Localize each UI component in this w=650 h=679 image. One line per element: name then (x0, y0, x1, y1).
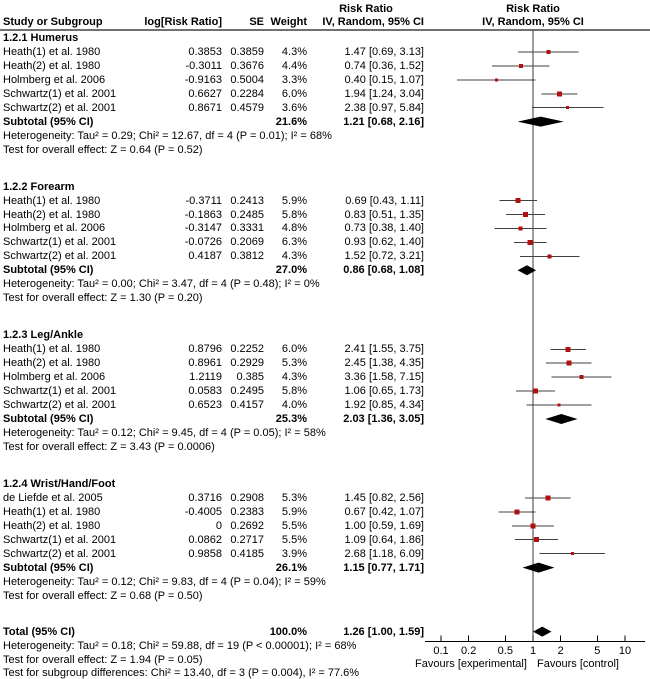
se-value: 0.2284 (230, 87, 264, 100)
se-value: 0.2252 (230, 343, 264, 356)
weight-value: 25.3% (275, 412, 307, 425)
axis-tick-label: 1 (529, 644, 537, 657)
se-value: 0.2069 (230, 236, 264, 249)
se-value: 0.2717 (230, 533, 264, 546)
se-value: 0.5004 (230, 73, 264, 86)
weight-value: 4.0% (281, 399, 307, 412)
ci-text: 1.21 [0.68, 2.16] (343, 115, 424, 128)
section-title: 1.2.2 Forearm (3, 180, 75, 193)
logrr-value: -0.3711 (185, 194, 222, 207)
overall-effect-text: Test for overall effect: Z = 0.68 (P = 0.50) (3, 589, 203, 602)
se-value: 0.2495 (230, 385, 264, 398)
weight-value: 27.0% (275, 264, 307, 277)
overall-effect-text: Test for overall effect: Z = 3.43 (P = 0.0006) (3, 440, 215, 453)
logrr-value: -0.9163 (184, 73, 222, 86)
study-name: Heath(1) et al. 1980 (3, 45, 101, 58)
ci-text: 2.68 [1.18, 6.09] (344, 547, 424, 560)
axis-tick-label: 0.5 (497, 644, 513, 657)
ci-text: 1.26 [1.00, 1.59] (343, 625, 424, 638)
ci-text: 2.38 [0.97, 5.84] (344, 101, 424, 114)
se-column-header: SE (249, 16, 264, 28)
study-name: Schwartz(1) et al. 2001 (3, 533, 117, 546)
se-value: 0.2485 (230, 208, 264, 221)
weight-column-header: Weight (270, 16, 307, 28)
ci-text: 1.45 [0.82, 2.56] (344, 491, 424, 504)
ci-text: 2.41 [1.55, 3.75] (344, 343, 424, 356)
study-name: Heath(2) et al. 1980 (3, 208, 101, 221)
se-value: 0.2929 (230, 357, 264, 370)
total-heterogeneity-text: Heterogeneity: Tau² = 0.18; Chi² = 59.88, df = 19 (P < 0.00001); I² = 68% (3, 639, 357, 652)
axis-tick-label: 10 (618, 644, 632, 657)
study-name: Heath(1) et al. 1980 (3, 194, 101, 207)
se-value: 0.3331 (230, 222, 264, 235)
ci-text: 0.74 [0.36, 1.52] (344, 59, 424, 72)
weight-value: 4.3% (281, 250, 307, 263)
study-name: Holmberg et al. 2006 (3, 73, 106, 86)
study-name: Heath(1) et al. 1980 (3, 343, 101, 356)
logrr-value: 0.8796 (188, 343, 222, 356)
logrr-value: 0.3853 (188, 45, 222, 58)
subgroup-differences-text: Test for subgroup differences: Chi² = 13.40, df = 3 (P = 0.004), I² = 77.6% (3, 667, 360, 679)
logrr-value: 1.2119 (189, 371, 222, 384)
study-name: Schwartz(1) et al. 2001 (3, 87, 117, 100)
logrr-value: -0.4005 (184, 505, 222, 518)
weight-value: 100.0% (269, 625, 307, 638)
ci-text: 1.00 [0.59, 1.69] (344, 519, 424, 532)
logrr-value: 0.6523 (188, 399, 222, 412)
heterogeneity-text: Heterogeneity: Tau² = 0.12; Chi² = 9.83, df = 4 (P = 0.04); I² = 59% (3, 575, 326, 588)
heterogeneity-text: Heterogeneity: Tau² = 0.29; Chi² = 12.67, df = 4 (P = 0.01); I² = 68% (3, 129, 332, 142)
logrr-column-header: log[Risk Ratio] (144, 16, 222, 28)
ci-text: 0.86 [0.68, 1.08] (343, 264, 424, 277)
ci-text: 0.40 [0.15, 1.07] (344, 73, 424, 86)
ci-text: 1.06 [0.65, 1.73] (344, 385, 424, 398)
study-name: Schwartz(2) et al. 2001 (3, 547, 117, 560)
logrr-value: 0.8671 (188, 101, 222, 114)
weight-value: 6.0% (281, 343, 307, 356)
overall-effect-text: Test for overall effect: Z = 0.64 (P = 0.52) (3, 143, 203, 156)
section-title: 1.2.3 Leg/Ankle (3, 329, 84, 342)
study-name: Holmberg et al. 2006 (3, 222, 106, 235)
total-overall-effect-text: Test for overall effect: Z = 1.94 (P = 0.05) (3, 653, 203, 666)
axis-tick-label: 2 (557, 644, 564, 657)
logrr-value: 0.9858 (188, 547, 222, 560)
ci-text: 2.45 [1.38, 4.35] (344, 357, 424, 370)
heterogeneity-text: Heterogeneity: Tau² = 0.12; Chi² = 9.45, df = 4 (P = 0.05); I² = 58% (3, 426, 326, 439)
weight-value: 3.3% (281, 73, 307, 86)
se-value: 0.2383 (230, 505, 264, 518)
study-name: Subtotal (95% CI) (3, 561, 94, 574)
logrr-value: 0.6627 (188, 87, 222, 100)
logrr-value: 0.0583 (188, 385, 222, 398)
logrr-value: -0.1863 (184, 208, 222, 221)
axis-tick-label: 0.1 (433, 644, 449, 657)
study-name: Subtotal (95% CI) (3, 412, 94, 425)
ci-text: 1.09 [0.64, 1.86] (344, 533, 424, 546)
se-value: 0.3859 (230, 45, 264, 58)
study-name: Total (95% CI) (3, 625, 75, 638)
ci-text: 0.93 [0.62, 1.40] (344, 236, 424, 249)
weight-value: 5.3% (281, 357, 307, 370)
weight-value: 4.3% (281, 371, 307, 384)
se-value: 0.4185 (230, 547, 264, 560)
se-value: 0.3812 (230, 250, 264, 263)
ci-column-title: Risk Ratio (339, 3, 393, 15)
weight-value: 6.3% (281, 236, 307, 249)
logrr-value: -0.3147 (184, 222, 222, 235)
weight-value: 26.1% (275, 561, 307, 574)
logrr-value: -0.0726 (184, 236, 222, 249)
weight-value: 5.8% (281, 385, 307, 398)
study-name: Heath(1) et al. 1980 (3, 505, 101, 518)
overall-effect-text: Test for overall effect: Z = 1.30 (P = 0.20) (3, 292, 203, 305)
ci-text: 0.83 [0.51, 1.35] (344, 208, 424, 221)
section-title: 1.2.4 Wrist/Hand/Foot (3, 477, 116, 490)
axis-tick-label: 5 (594, 644, 601, 657)
favours-left-label: Favours [experimental] (415, 658, 527, 670)
study-name: Heath(2) et al. 1980 (3, 519, 101, 532)
weight-value: 21.6% (275, 115, 307, 128)
logrr-value: -0.3011 (185, 59, 222, 72)
se-value: 0.2413 (230, 194, 264, 207)
ci-text: 0.73 [0.38, 1.40] (344, 222, 424, 235)
logrr-value: 0.3716 (188, 491, 222, 504)
weight-value: 4.8% (281, 222, 307, 235)
study-name: Schwartz(1) et al. 2001 (3, 236, 117, 249)
ci-column-subheader: IV, Random, 95% CI (322, 16, 424, 28)
study-name: Heath(2) et al. 1980 (3, 357, 101, 370)
ci-text: 0.67 [0.42, 1.07] (344, 505, 424, 518)
favours-right-label: Favours [control] (537, 658, 619, 670)
weight-value: 4.3% (281, 45, 307, 58)
plot-title: Risk Ratio (506, 3, 560, 15)
weight-value: 5.9% (281, 505, 307, 518)
ci-text: 0.69 [0.43, 1.11] (345, 194, 424, 207)
se-value: 0.385 (236, 371, 264, 384)
study-name: Subtotal (95% CI) (3, 264, 94, 277)
ci-text: 3.36 [1.58, 7.15] (344, 371, 424, 384)
study-name: Holmberg et al. 2006 (3, 371, 106, 384)
study-name: Heath(2) et al. 1980 (3, 59, 101, 72)
se-value: 0.2908 (230, 491, 264, 504)
weight-value: 6.0% (281, 87, 307, 100)
axis-tick-label: 0.2 (461, 644, 477, 657)
weight-value: 5.3% (281, 491, 307, 504)
study-name: Schwartz(1) et al. 2001 (3, 385, 117, 398)
ci-text: 1.15 [0.77, 1.71] (343, 561, 424, 574)
logrr-value: 0.4187 (188, 250, 222, 263)
weight-value: 5.9% (281, 194, 307, 207)
ci-text: 2.03 [1.36, 3.05] (343, 412, 424, 425)
weight-value: 3.6% (281, 101, 307, 114)
study-column-header: Study or Subgroup (3, 16, 103, 28)
ci-text: 1.94 [1.24, 3.04] (344, 87, 424, 100)
logrr-value: 0 (215, 519, 222, 532)
ci-text: 1.52 [0.72, 3.21] (344, 250, 424, 263)
ci-text: 1.47 [0.69, 3.13] (344, 45, 424, 58)
weight-value: 5.5% (281, 533, 307, 546)
study-name: Schwartz(2) et al. 2001 (3, 250, 117, 263)
weight-value: 5.8% (281, 208, 307, 221)
se-value: 0.4157 (230, 399, 264, 412)
se-value: 0.4579 (230, 101, 264, 114)
weight-value: 3.9% (281, 547, 307, 560)
heterogeneity-text: Heterogeneity: Tau² = 0.00; Chi² = 3.47, df = 4 (P = 0.48); I² = 0% (3, 278, 320, 291)
study-name: de Liefde et al. 2005 (3, 491, 103, 504)
ci-text: 1.92 [0.85, 4.34] (344, 399, 424, 412)
section-title: 1.2.1 Humerus (3, 32, 79, 44)
weight-value: 4.4% (281, 59, 307, 72)
logrr-value: 0.8961 (188, 357, 222, 370)
study-name: Schwartz(2) et al. 2001 (3, 101, 117, 114)
se-value: 0.3676 (230, 59, 264, 72)
logrr-value: 0.0862 (188, 533, 222, 546)
weight-value: 5.5% (281, 519, 307, 532)
se-value: 0.2692 (230, 519, 264, 532)
plot-subtitle: IV, Random, 95% CI (482, 16, 584, 28)
header-rule (0, 29, 650, 31)
study-name: Schwartz(2) et al. 2001 (3, 399, 117, 412)
study-name: Subtotal (95% CI) (3, 115, 94, 128)
